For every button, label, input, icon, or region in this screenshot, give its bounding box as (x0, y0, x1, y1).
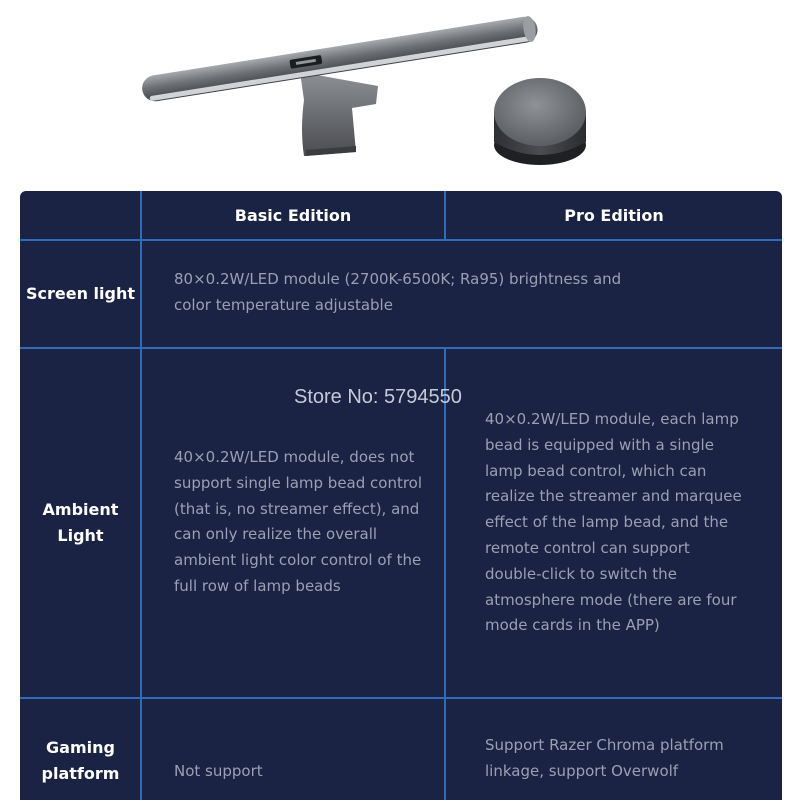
comparison-table (20, 191, 782, 800)
store-watermark: Store No: 5794550 (294, 386, 462, 408)
gaming-platform-pro-spec: Support Razer Chroma platform linkage, support Overwolf (485, 736, 724, 780)
screen-light-spec: 80×0.2W/LED module (2700K-6500K; Ra95) brightness and color temperature adjustable (174, 270, 622, 314)
row-label-ambient-light: Ambient Light (42, 500, 119, 545)
ambient-light-basic-spec: 40×0.2W/LED module, does not support single lamp bead control (that is, no streamer effect), and can only realize the overall ambient light color control of the full row of lamp beads (174, 448, 423, 595)
grid-line (444, 349, 446, 800)
header-pro-edition: Pro Edition (564, 205, 664, 225)
header-basic-edition: Basic Edition (234, 205, 352, 225)
monitor-light-bar-illustration (0, 0, 800, 190)
gaming-platform-basic-spec: Not support (174, 762, 263, 780)
product-image (0, 0, 800, 190)
row-label-gaming-platform: Gaming platform (41, 738, 120, 783)
ambient-light-pro-spec: 40×0.2W/LED module, each lamp bead is equipped with a single lamp bead control, which can realize the streamer and marquee effect of the lamp bead, and the remote control can support double-click to switch the atmosphere mode (there are four mode cards in the APP) (485, 410, 742, 635)
grid-line (20, 697, 782, 699)
row-label-screen-light: Screen light (25, 284, 136, 303)
